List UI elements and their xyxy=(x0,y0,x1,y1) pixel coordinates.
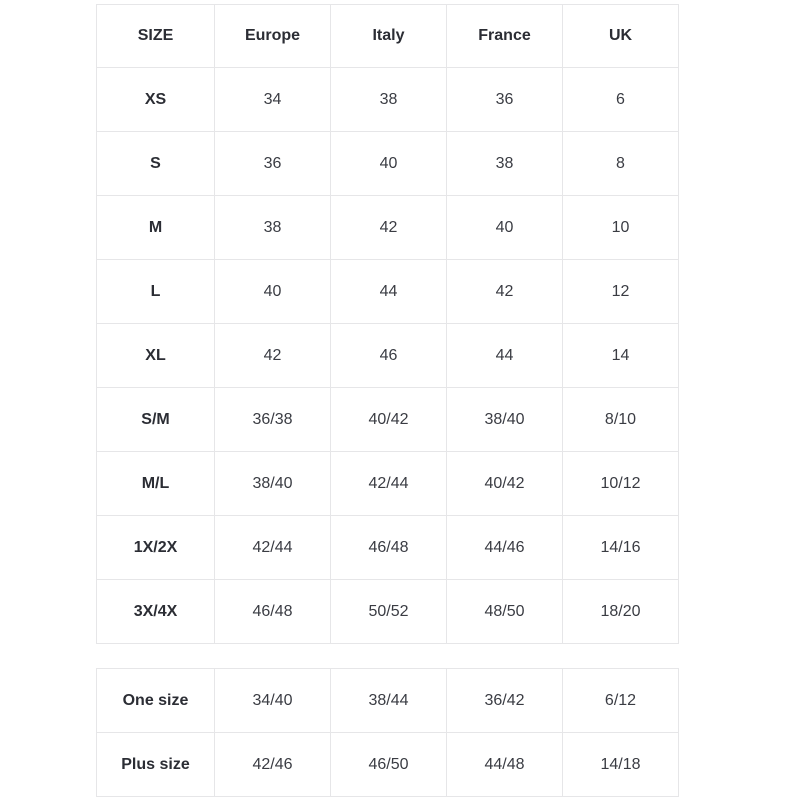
cell-france: 44 xyxy=(447,324,563,388)
cell-france: 40 xyxy=(447,196,563,260)
cell-europe: 40 xyxy=(215,260,331,324)
cell-europe: 46/48 xyxy=(215,580,331,644)
table-row xyxy=(97,260,679,324)
cell-italy: 44 xyxy=(331,260,447,324)
cell-france: 42 xyxy=(447,260,563,324)
cell-italy: 46/48 xyxy=(331,516,447,580)
cell-italy: 42/44 xyxy=(331,452,447,516)
cell-france: 38 xyxy=(447,132,563,196)
table-header-row xyxy=(97,5,679,68)
cell-europe: 36 xyxy=(215,132,331,196)
cell-uk: 6/12 xyxy=(563,669,679,733)
cell-uk: 14/18 xyxy=(563,733,679,797)
column-header-size: SIZE xyxy=(97,5,215,68)
table-row xyxy=(97,669,679,733)
cell-europe: 36/38 xyxy=(215,388,331,452)
cell-france: 44/48 xyxy=(447,733,563,797)
cell-europe: 38 xyxy=(215,196,331,260)
row-label: One size xyxy=(97,669,215,733)
table-row xyxy=(97,196,679,260)
cell-france: 48/50 xyxy=(447,580,563,644)
table-row xyxy=(97,132,679,196)
row-label: 3X/4X xyxy=(97,580,215,644)
table-row xyxy=(97,68,679,132)
column-header-uk: UK xyxy=(563,5,679,68)
cell-europe: 42/44 xyxy=(215,516,331,580)
cell-italy: 40 xyxy=(331,132,447,196)
cell-uk: 8 xyxy=(563,132,679,196)
cell-france: 36/42 xyxy=(447,669,563,733)
table-row xyxy=(97,388,679,452)
column-header-europe: Europe xyxy=(215,5,331,68)
cell-uk: 6 xyxy=(563,68,679,132)
row-label: XL xyxy=(97,324,215,388)
cell-italy: 50/52 xyxy=(331,580,447,644)
table-body xyxy=(97,669,679,797)
cell-italy: 38/44 xyxy=(331,669,447,733)
row-label: M/L xyxy=(97,452,215,516)
row-label: Plus size xyxy=(97,733,215,797)
table-header xyxy=(97,5,679,68)
primary-size-table xyxy=(96,4,679,644)
cell-europe: 42/46 xyxy=(215,733,331,797)
cell-france: 44/46 xyxy=(447,516,563,580)
cell-italy: 40/42 xyxy=(331,388,447,452)
primary-size-table-wrapper xyxy=(96,4,678,644)
cell-uk: 10/12 xyxy=(563,452,679,516)
secondary-size-table-wrapper xyxy=(96,668,678,797)
cell-europe: 42 xyxy=(215,324,331,388)
cell-uk: 10 xyxy=(563,196,679,260)
table-row xyxy=(97,452,679,516)
column-header-italy: Italy xyxy=(331,5,447,68)
cell-italy: 46 xyxy=(331,324,447,388)
row-label: L xyxy=(97,260,215,324)
cell-uk: 18/20 xyxy=(563,580,679,644)
cell-uk: 14/16 xyxy=(563,516,679,580)
row-label: XS xyxy=(97,68,215,132)
cell-france: 36 xyxy=(447,68,563,132)
row-label: S xyxy=(97,132,215,196)
row-label: S/M xyxy=(97,388,215,452)
table-row xyxy=(97,733,679,797)
table-row xyxy=(97,516,679,580)
cell-europe: 34 xyxy=(215,68,331,132)
table-row xyxy=(97,324,679,388)
row-label: M xyxy=(97,196,215,260)
table-row xyxy=(97,580,679,644)
cell-uk: 14 xyxy=(563,324,679,388)
table-body xyxy=(97,68,679,644)
cell-uk: 12 xyxy=(563,260,679,324)
cell-europe: 38/40 xyxy=(215,452,331,516)
row-label: 1X/2X xyxy=(97,516,215,580)
cell-uk: 8/10 xyxy=(563,388,679,452)
cell-europe: 34/40 xyxy=(215,669,331,733)
column-header-france: France xyxy=(447,5,563,68)
cell-france: 40/42 xyxy=(447,452,563,516)
cell-italy: 46/50 xyxy=(331,733,447,797)
cell-italy: 38 xyxy=(331,68,447,132)
cell-france: 38/40 xyxy=(447,388,563,452)
secondary-size-table xyxy=(96,668,679,797)
cell-italy: 42 xyxy=(331,196,447,260)
